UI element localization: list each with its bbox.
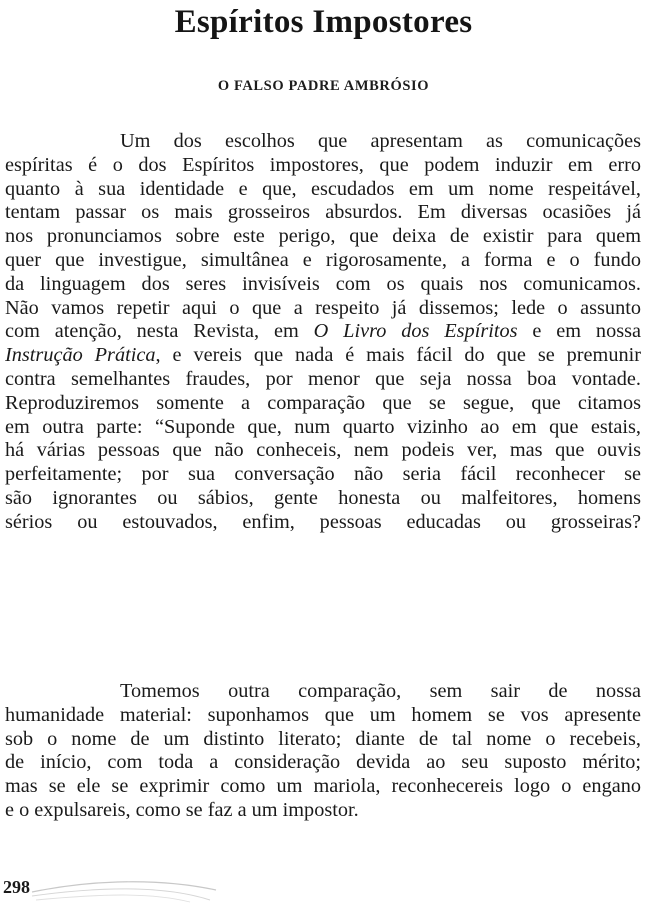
- book-title-italic: Instrução Prática: [5, 344, 156, 367]
- text-line: nos pronunciamos sobre este perigo, que deixa de existir para quem: [5, 225, 641, 248]
- page-title: Espíritos Impostores: [174, 4, 473, 40]
- text-line: quanto à sua identidade e que, escudados em um nome respeitável,: [5, 177, 641, 200]
- text-run: com atenção, nesta Revista, em: [5, 320, 314, 343]
- text-line: contra semelhantes fraudes, por menor que seja nossa boa vontade.: [5, 367, 641, 390]
- text-line: tentam passar os mais grosseiros absurdos. Em diversas ocasiões já: [5, 201, 641, 224]
- text-line: quer que investigue, simultânea e rigorosamente, a forma e o fundo: [5, 248, 641, 271]
- text-line: em outra parte: “Suponde que, num quarto vizinho ao em que estais,: [5, 415, 641, 438]
- text-line: de início, com toda a consideração devida ao seu suposto mérito;: [5, 751, 641, 774]
- text-line: espíritas é o dos Espíritos impostores, que podem induzir em erro: [5, 153, 641, 176]
- text-line: há várias pessoas que não conheceis, nem podeis ver, mas que ouvis: [5, 439, 641, 462]
- swoosh-ornament-icon: [30, 870, 220, 903]
- text-line: sob o nome de um distinto literato; diante de tal nome o recebeis,: [5, 727, 641, 750]
- text-line: perfeitamente; por sua conversação não seria fácil reconhecer se: [5, 463, 641, 486]
- text-line: mas se ele se exprimir como um mariola, reconhecereis logo o engano: [5, 775, 641, 798]
- text-line: são ignorantes ou sábios, gente honesta ou malfeitores, homens: [5, 486, 641, 509]
- text-line: sérios ou estouvados, enfim, pessoas educadas ou grosseiras?: [5, 510, 641, 533]
- section-subtitle: O FALSO PADRE AMBRÓSIO: [217, 78, 430, 94]
- text-line: Tomemos outra comparação, sem sair de nossa: [120, 680, 641, 702]
- text-line: Um dos escolhos que apresentam as comunicações: [120, 130, 641, 152]
- paragraph-1: [5, 130, 641, 535]
- text-run: , e vereis que nada é mais fácil do que se premunir: [155, 344, 641, 367]
- text-line: [5, 344, 641, 368]
- paragraph-2: [5, 680, 641, 823]
- text-line: Reproduziremos somente a comparação que se segue, que citamos: [5, 391, 641, 414]
- text-line: da linguagem dos seres invisíveis com os quais nos comunicamos.: [5, 272, 641, 295]
- text-run: e em nossa: [517, 320, 641, 343]
- page-number: 298: [3, 877, 30, 897]
- text-line: [5, 320, 641, 344]
- text-line: Não vamos repetir aqui o que a respeito já dissemos; lede o assunto: [5, 296, 641, 319]
- text-line: humanidade material: suponhamos que um homem se vos apresente: [5, 703, 641, 726]
- book-title-italic: O Livro dos Espíritos: [313, 320, 518, 343]
- text-line: e o expulsareis, como se faz a um impostor.: [5, 798, 359, 821]
